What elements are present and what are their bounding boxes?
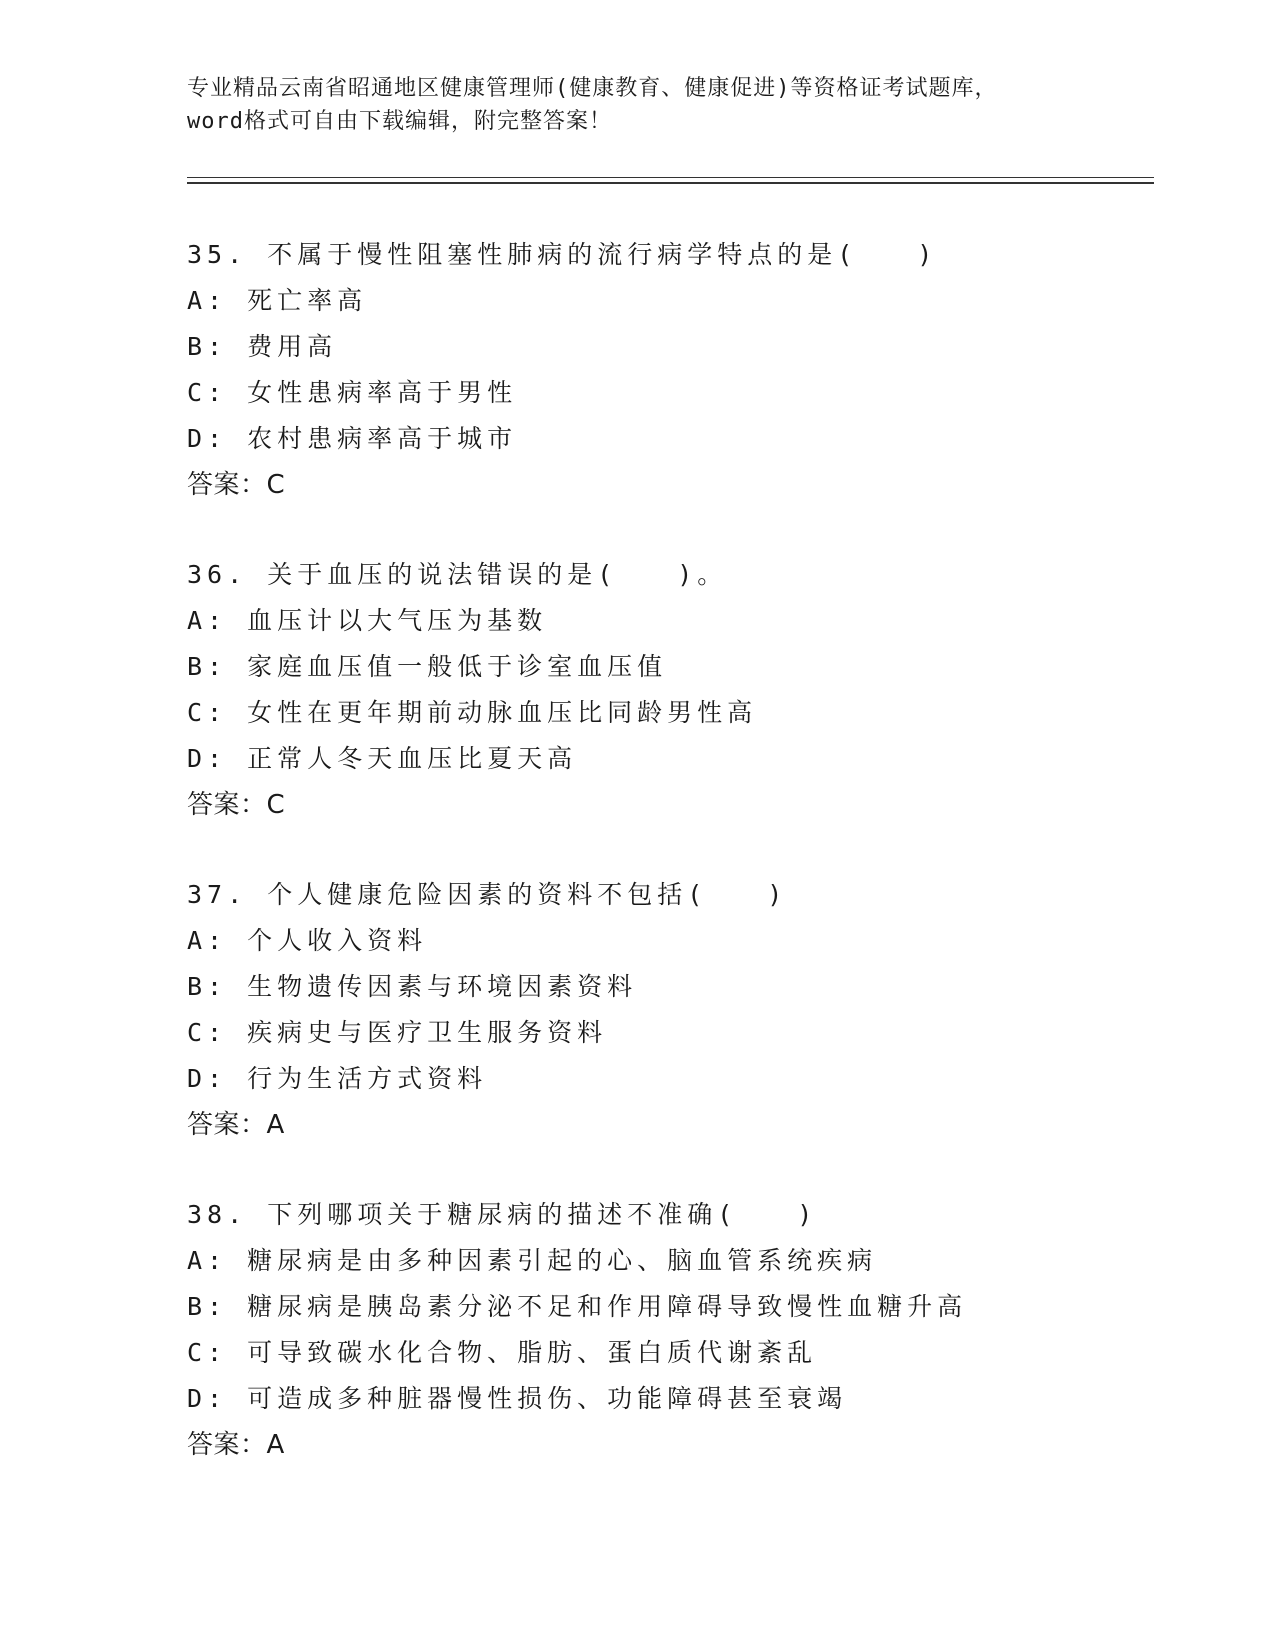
question-stem: 37. 个人健康危险因素的资料不包括( ) <box>187 880 788 909</box>
option-c: C: 可导致碳水化合物、脂肪、蛋白质代谢紊乱 <box>187 1338 818 1367</box>
header-divider-thick <box>187 182 1154 184</box>
option-c: C: 疾病史与医疗卫生服务资料 <box>187 1018 608 1047</box>
option-b: B: 生物遗传因素与环境因素资料 <box>187 972 638 1001</box>
option-d: D: 农村患病率高于城市 <box>187 424 518 453</box>
option-a: A: 血压计以大气压为基数 <box>187 606 548 635</box>
answer-line: 答案：A <box>187 1430 285 1460</box>
option-a: A: 个人收入资料 <box>187 926 428 955</box>
question-37 <box>187 872 1147 1192</box>
option-a: A: 糖尿病是由多种因素引起的心、脑血管系统疾病 <box>187 1246 878 1275</box>
header-divider-thin <box>187 177 1154 178</box>
option-a: A: 死亡率高 <box>187 286 368 315</box>
question-stem: 38. 下列哪项关于糖尿病的描述不准确( ) <box>187 1200 818 1229</box>
option-d: D: 行为生活方式资料 <box>187 1064 488 1093</box>
question-stem: 36. 关于血压的说法错误的是( )。 <box>187 560 728 589</box>
option-d: D: 可造成多种脏器慢性损伤、功能障碍甚至衰竭 <box>187 1384 848 1413</box>
answer-line: 答案：C <box>187 470 286 500</box>
option-b: B: 糖尿病是胰岛素分泌不足和作用障碍导致慢性血糖升高 <box>187 1292 968 1321</box>
option-c: C: 女性在更年期前动脉血压比同龄男性高 <box>187 698 758 727</box>
option-b: B: 费用高 <box>187 332 338 361</box>
answer-line: 答案：A <box>187 1110 285 1140</box>
document-header <box>187 72 1087 138</box>
option-d: D: 正常人冬天血压比夏天高 <box>187 744 578 773</box>
question-list <box>187 232 1147 1512</box>
question-38 <box>187 1192 1147 1512</box>
option-b: B: 家庭血压值一般低于诊室血压值 <box>187 652 668 681</box>
header-line-1: 专业精品云南省昭通地区健康管理师(健康教育、健康促进)等资格证考试题库， <box>187 76 998 101</box>
question-35 <box>187 232 1147 552</box>
question-stem: 35. 不属于慢性阻塞性肺病的流行病学特点的是( ) <box>187 240 938 269</box>
option-c: C: 女性患病率高于男性 <box>187 378 518 407</box>
answer-line: 答案：C <box>187 790 286 820</box>
question-36 <box>187 552 1147 872</box>
header-line-2: word格式可自由下载编辑，附完整答案！ <box>187 109 612 134</box>
